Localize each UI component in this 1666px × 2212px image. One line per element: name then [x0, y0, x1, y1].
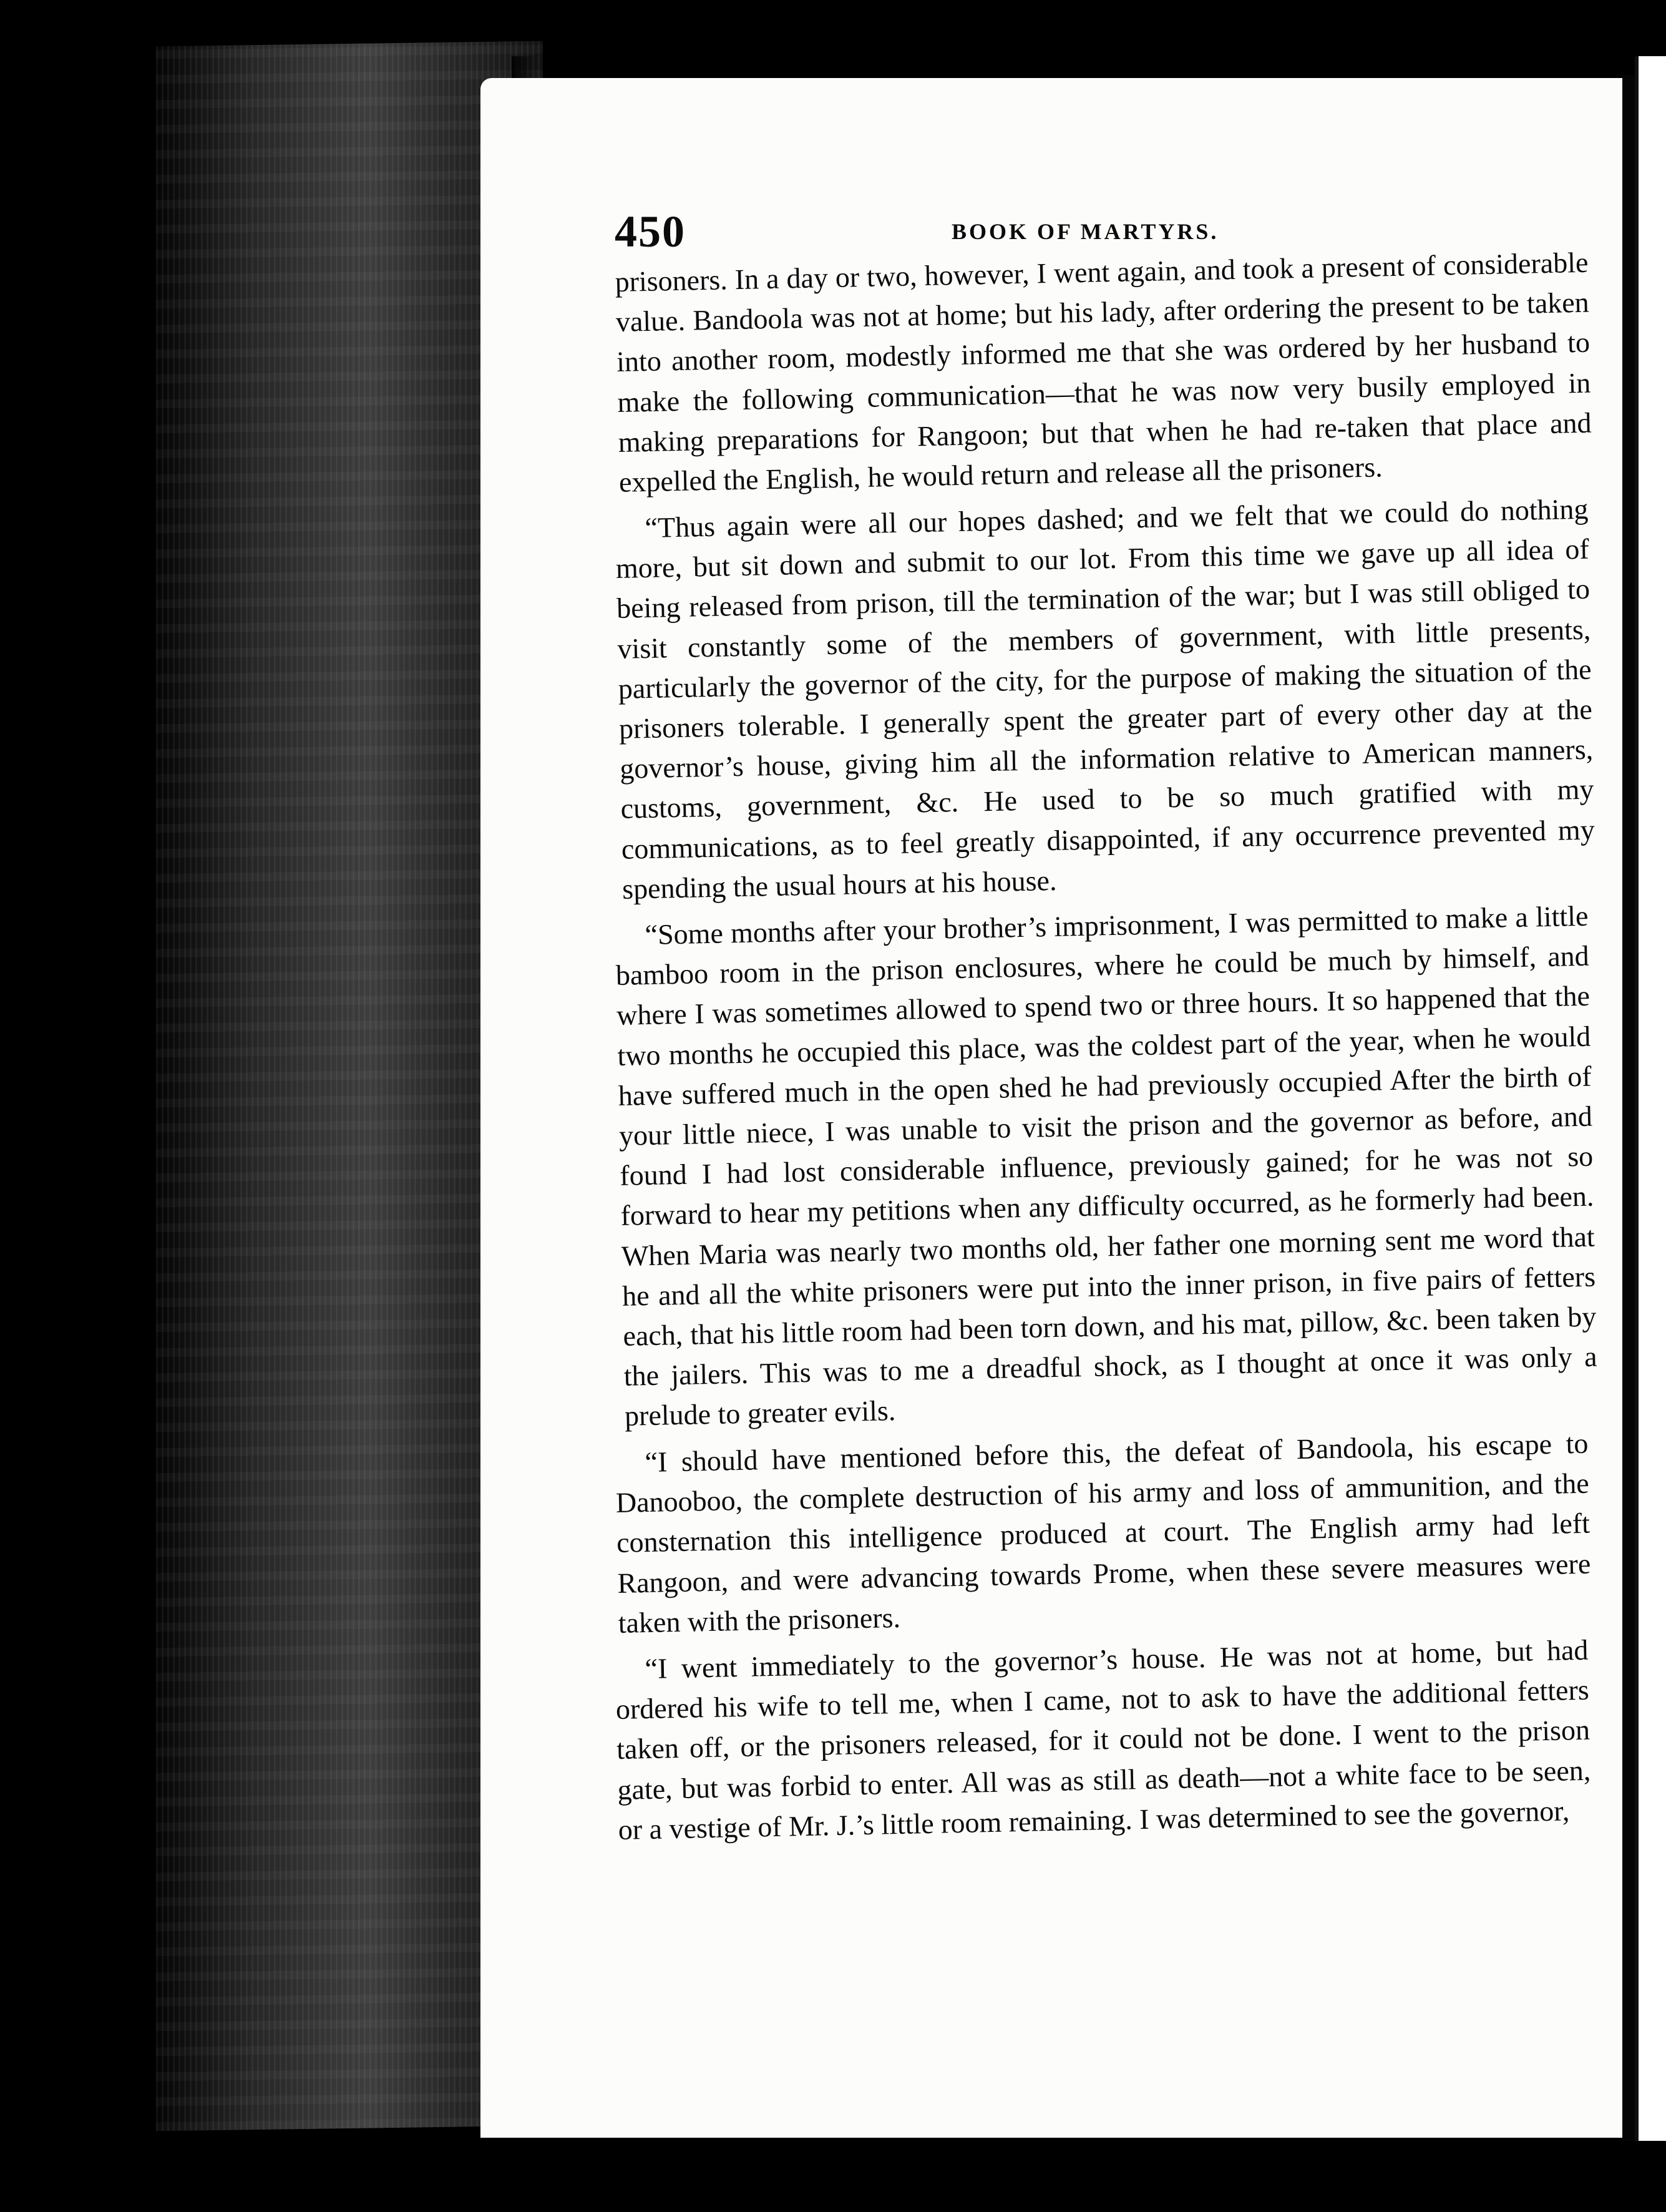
- facing-page-edge: [1635, 56, 1666, 2141]
- paragraph: “Thus again were all our hopes dashed; and we felt that we could do nothing more, but sit down and submit to our lot. From this time we gave up all idea of being released from prison, till the termination of the war; but I was still obliged to visit constantly some of the members of government, with little presents, particularly the governor of the city, for the purpose of making the situation of the prisoners tolerable. I generally spent the greater part of every other day at the governor’s house, giving him all the information relative to American manners, customs, government, &c. He used to be so much gratified with my communications, as to feel greatly disappointed, if any occurrence prevented my spending the usual hours at his house.: [615, 492, 1595, 905]
- paragraph: “Some months after your brother’s imprisonment, I was permitted to make a little bamboo room in the prison enclosures, where he could be much by himself, and where I was sometimes allowed to spend two or three hours. It so happened that the two months he occupied this place, was the coldest part of the year, when he would have suffered much in the open shed he had previously occupied After the birth of your little niece, I was unable to visit the prison and the governor as before, and found I had lost considerable influence, previously gained; for he was not so forward to hear my petitions when any difficulty occurred, as he formerly had been. When Maria was nearly two months old, her father one morning sent me word that he and all the white prisoners were put into the inner prison, in five pairs of fetters each, that his little room had been torn down, and his mat, pillow, &c. been taken by the jailers. This was to me a dreadful shock, as I thought at once it was only a prelude to greater evils.: [615, 899, 1598, 1432]
- paragraph: “I went immediately to the governor’s house. He was not at home, but had ordered his wife to tell me, when I came, not to ask to have the additional fetters taken off, or the prisoners released, for it could not be done. I went to the prison gate, but was forbid to enter. All was as still as death—not a white face to be seen, or a vestige of Mr. J.’s little room remaining. I was determined to see the governor,: [615, 1633, 1591, 1846]
- paragraph: prisoners. In a day or two, however, I went again, and took a present of considerable value. Bandoola was not at home; but his lady, after ordering the present to be taken into another room, modestly informed me that she was ordered by her husband to make the following communication—that he was now very busily employed in making preparations for Rangoon; but that when he had re-taken that place and expelled the English, he would return and release all the prisoners.: [615, 246, 1592, 498]
- page-number: 450: [615, 207, 686, 257]
- page-content: [615, 206, 1598, 1850]
- running-head-title: BOOK OF MARTYRS.: [952, 219, 1219, 244]
- paragraph: “I should have mentioned before this, the defeat of Bandoola, his escape to Danooboo, the complete destruction of his army and loss of ammunition, and the consternation this intelligence produced at court. The English army had left Rangoon, and were advancing towards Prome, when these severe measures were taken with the prisoners.: [615, 1427, 1591, 1639]
